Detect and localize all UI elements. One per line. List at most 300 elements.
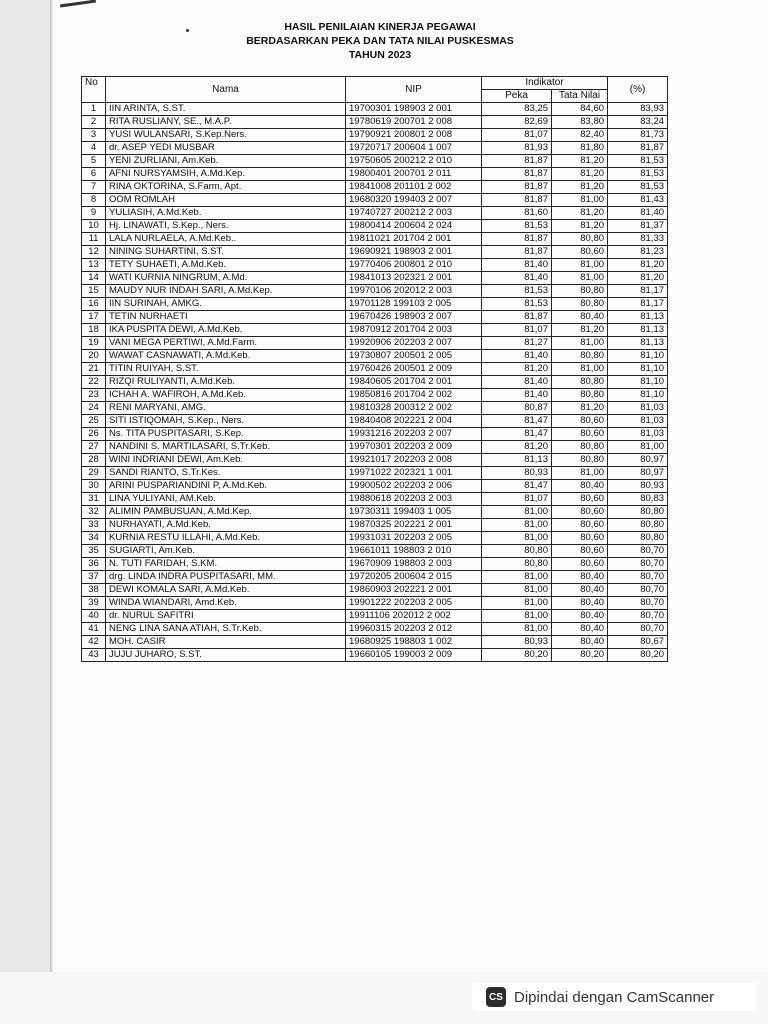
cell-peka: 80,93 <box>482 636 552 649</box>
cell-no: 27 <box>82 441 106 454</box>
table-row <box>82 389 668 402</box>
cell-no: 4 <box>82 142 106 155</box>
cell-tata-nilai: 80,80 <box>552 389 608 402</box>
cell-persen: 80,97 <box>608 467 668 480</box>
table-row <box>82 519 668 532</box>
cell-nip: 19660105 199003 2 009 <box>346 649 482 662</box>
table-row <box>82 376 668 389</box>
table-row <box>82 584 668 597</box>
cell-no: 23 <box>82 389 106 402</box>
cell-tata-nilai: 80,80 <box>552 376 608 389</box>
cell-nama: NINING SUHARTINI, S.ST. <box>106 246 346 259</box>
cell-persen: 80,70 <box>608 571 668 584</box>
cell-persen: 81,10 <box>608 376 668 389</box>
cell-tata-nilai: 81,80 <box>552 142 608 155</box>
cell-peka: 81,00 <box>482 532 552 545</box>
page-edge-shadow <box>50 0 53 972</box>
cell-peka: 80,80 <box>482 558 552 571</box>
table-row <box>82 181 668 194</box>
cell-nip: 19931216 202203 2 007 <box>346 428 482 441</box>
cell-nama: NENG LINA SANA ATIAH, S.Tr.Keb. <box>106 623 346 636</box>
table-row <box>82 623 668 636</box>
cell-no: 2 <box>82 116 106 129</box>
cell-peka: 81,13 <box>482 454 552 467</box>
col-header-peka: Peka <box>482 90 552 103</box>
cell-nip: 19670426 198903 2 007 <box>346 311 482 324</box>
cell-nama: NANDINI S. MARTILASARI, S.Tr.Keb. <box>106 441 346 454</box>
cell-no: 20 <box>82 350 106 363</box>
table-row <box>82 532 668 545</box>
cell-tata-nilai: 80,40 <box>552 597 608 610</box>
table-row <box>82 129 668 142</box>
cell-persen: 80,67 <box>608 636 668 649</box>
table-row <box>82 246 668 259</box>
cell-no: 40 <box>82 610 106 623</box>
cell-nama: RITA RUSLIANY, SE., M.A.P. <box>106 116 346 129</box>
cell-no: 3 <box>82 129 106 142</box>
cell-no: 17 <box>82 311 106 324</box>
cell-nama: SUGIARTI, Am.Keb. <box>106 545 346 558</box>
cell-tata-nilai: 81,20 <box>552 207 608 220</box>
cell-nip: 19661011 198803 2 010 <box>346 545 482 558</box>
table-row <box>82 571 668 584</box>
cell-tata-nilai: 80,40 <box>552 311 608 324</box>
cell-nip: 19880618 202203 2 003 <box>346 493 482 506</box>
cell-tata-nilai: 80,80 <box>552 441 608 454</box>
table-row <box>82 545 668 558</box>
cell-nip: 19920906 202203 2 007 <box>346 337 482 350</box>
cell-peka: 81,47 <box>482 480 552 493</box>
cell-peka: 82,69 <box>482 116 552 129</box>
table-row <box>82 155 668 168</box>
cell-nama: MOH. CASIR <box>106 636 346 649</box>
table-row <box>82 467 668 480</box>
cell-nama: OOM ROMLAH <box>106 194 346 207</box>
cell-tata-nilai: 80,60 <box>552 545 608 558</box>
cell-nama: SITI ISTIQOMAH, S.Kep., Ners. <box>106 415 346 428</box>
table-row <box>82 597 668 610</box>
cell-persen: 81,53 <box>608 181 668 194</box>
cell-nama: TETY SUHAETI, A.Md.Keb. <box>106 259 346 272</box>
table-row <box>82 454 668 467</box>
cell-peka: 80,20 <box>482 649 552 662</box>
cell-nip: 19780619 200701 2 008 <box>346 116 482 129</box>
cell-nip: 19750605 200212 2 010 <box>346 155 482 168</box>
table-row <box>82 636 668 649</box>
cell-persen: 80,70 <box>608 597 668 610</box>
cell-tata-nilai: 81,20 <box>552 324 608 337</box>
table-body <box>82 103 668 662</box>
cell-no: 36 <box>82 558 106 571</box>
cell-peka: 81,87 <box>482 194 552 207</box>
cell-tata-nilai: 83,80 <box>552 116 608 129</box>
cell-tata-nilai: 81,00 <box>552 467 608 480</box>
cell-no: 29 <box>82 467 106 480</box>
cell-nip: 19841008 201101 2 002 <box>346 181 482 194</box>
cell-persen: 81,03 <box>608 402 668 415</box>
cell-tata-nilai: 80,60 <box>552 532 608 545</box>
cell-nama: WINI INDRIANI DEWI, Am.Keb. <box>106 454 346 467</box>
table-row <box>82 441 668 454</box>
cell-nip: 19690921 198903 2 001 <box>346 246 482 259</box>
cell-nama: Ns. TITA PUSPITASARI, S.Kep. <box>106 428 346 441</box>
cell-tata-nilai: 80,60 <box>552 519 608 532</box>
cell-persen: 81,10 <box>608 389 668 402</box>
cell-nama: MAUDY NUR INDAH SARI, A.Md.Kep. <box>106 285 346 298</box>
cell-no: 9 <box>82 207 106 220</box>
cell-peka: 81,00 <box>482 519 552 532</box>
cell-tata-nilai: 80,40 <box>552 623 608 636</box>
cell-peka: 81,07 <box>482 324 552 337</box>
cell-peka: 81,00 <box>482 571 552 584</box>
cell-nip: 19770406 200801 2 010 <box>346 259 482 272</box>
cell-nip: 19810328 200312 2 002 <box>346 402 482 415</box>
table-row <box>82 363 668 376</box>
cell-peka: 81,00 <box>482 584 552 597</box>
cell-peka: 81,00 <box>482 597 552 610</box>
cell-nip: 19971022 202321 1 001 <box>346 467 482 480</box>
table-row <box>82 415 668 428</box>
cell-persen: 81,87 <box>608 142 668 155</box>
cell-nama: RIZQI RULIYANTI, A.Md.Keb. <box>106 376 346 389</box>
cell-nip: 19670909 198803 2 003 <box>346 558 482 571</box>
document-header <box>150 20 610 62</box>
table-row <box>82 272 668 285</box>
cell-peka: 81,27 <box>482 337 552 350</box>
cell-peka: 80,80 <box>482 545 552 558</box>
table-row <box>82 610 668 623</box>
cell-tata-nilai: 81,20 <box>552 155 608 168</box>
cell-persen: 81,37 <box>608 220 668 233</box>
cell-peka: 81,87 <box>482 246 552 259</box>
cell-nip: 19811021 201704 2 001 <box>346 233 482 246</box>
cell-tata-nilai: 80,80 <box>552 233 608 246</box>
cell-persen: 81,03 <box>608 415 668 428</box>
cell-nip: 19970301 202203 2 009 <box>346 441 482 454</box>
cell-no: 11 <box>82 233 106 246</box>
cell-no: 41 <box>82 623 106 636</box>
cell-nama: DEWI KOMALA SARI, A.Md.Keb. <box>106 584 346 597</box>
cell-tata-nilai: 80,60 <box>552 558 608 571</box>
cell-nama: dr. ASEP YEDI MUSBAR <box>106 142 346 155</box>
cell-peka: 81,07 <box>482 493 552 506</box>
cell-persen: 80,20 <box>608 649 668 662</box>
cell-peka: 81,53 <box>482 220 552 233</box>
cell-persen: 81,13 <box>608 324 668 337</box>
cell-nama: ARINI PUSPARIANDINI P, A.Md.Keb. <box>106 480 346 493</box>
table-row <box>82 428 668 441</box>
cell-persen: 80,70 <box>608 558 668 571</box>
cell-nip: 19900502 202203 2 006 <box>346 480 482 493</box>
col-header-no: No <box>82 77 106 103</box>
cell-persen: 80,97 <box>608 454 668 467</box>
cell-persen: 80,70 <box>608 545 668 558</box>
cell-peka: 81,07 <box>482 129 552 142</box>
cell-peka: 81,87 <box>482 311 552 324</box>
cell-tata-nilai: 80,80 <box>552 350 608 363</box>
cell-no: 22 <box>82 376 106 389</box>
cell-persen: 81,20 <box>608 259 668 272</box>
cell-nama: N. TUTI FARIDAH, S.KM. <box>106 558 346 571</box>
cell-nama: LALA NURLAELA, A.Md.Keb.. <box>106 233 346 246</box>
cell-nama: JUJU JUHARO, S.ST. <box>106 649 346 662</box>
header-line-3: TAHUN 2023 <box>348 49 412 61</box>
cell-nama: YENI ZURLIANI, Am.Keb. <box>106 155 346 168</box>
cell-tata-nilai: 80,60 <box>552 493 608 506</box>
cell-persen: 81,03 <box>608 428 668 441</box>
cell-nama: NURHAYATI, A.Md.Keb. <box>106 519 346 532</box>
cell-nama: KURNIA RESTU ILLAHI, A.Md.Keb. <box>106 532 346 545</box>
cell-peka: 83,25 <box>482 103 552 116</box>
cell-tata-nilai: 81,00 <box>552 363 608 376</box>
cell-peka: 81,20 <box>482 363 552 376</box>
cell-nama: IKA PUSPITA DEWI, A.Md.Keb. <box>106 324 346 337</box>
cell-persen: 81,53 <box>608 155 668 168</box>
cell-no: 32 <box>82 506 106 519</box>
cell-nip: 19850816 201704 2 002 <box>346 389 482 402</box>
cell-nip: 19840605 201704 2 001 <box>346 376 482 389</box>
cell-peka: 81,60 <box>482 207 552 220</box>
table-row <box>82 103 668 116</box>
cell-peka: 81,87 <box>482 168 552 181</box>
cell-nip: 19960315 202203 2 012 <box>346 623 482 636</box>
cell-no: 34 <box>82 532 106 545</box>
cell-no: 42 <box>82 636 106 649</box>
col-header-indikator: Indikator <box>482 77 608 90</box>
cell-persen: 81,13 <box>608 311 668 324</box>
cell-nama: IIN SURINAH, AMKG. <box>106 298 346 311</box>
cell-no: 43 <box>82 649 106 662</box>
cell-nip: 19800401 200701 2 011 <box>346 168 482 181</box>
cell-nip: 19730807 200501 2 005 <box>346 350 482 363</box>
col-header-persen: (%) <box>608 77 668 103</box>
table-row <box>82 142 668 155</box>
cell-tata-nilai: 80,40 <box>552 571 608 584</box>
cell-nip: 19931031 202203 2 005 <box>346 532 482 545</box>
cell-peka: 81,40 <box>482 389 552 402</box>
cell-nip: 19840408 202221 2 004 <box>346 415 482 428</box>
cell-persen: 81,43 <box>608 194 668 207</box>
cell-no: 37 <box>82 571 106 584</box>
cell-nama: ICHAH A. WAFIROH, A.Md.Keb. <box>106 389 346 402</box>
cell-persen: 81,17 <box>608 285 668 298</box>
table-row <box>82 506 668 519</box>
table-row <box>82 493 668 506</box>
table-row <box>82 649 668 662</box>
cell-persen: 80,93 <box>608 480 668 493</box>
cell-nama: WAWAT CASNAWATI, A.Md.Keb. <box>106 350 346 363</box>
cell-persen: 80,83 <box>608 493 668 506</box>
cell-nama: VANI MEGA PERTIWI, A.Md.Farm. <box>106 337 346 350</box>
cell-nip: 19700301 198903 2 001 <box>346 103 482 116</box>
cell-no: 5 <box>82 155 106 168</box>
cell-tata-nilai: 80,20 <box>552 649 608 662</box>
cell-persen: 80,80 <box>608 532 668 545</box>
table-row <box>82 285 668 298</box>
cell-nip: 19921017 202203 2 008 <box>346 454 482 467</box>
cell-peka: 81,40 <box>482 376 552 389</box>
camscanner-badge <box>472 983 756 1011</box>
cell-peka: 81,00 <box>482 623 552 636</box>
cell-tata-nilai: 81,20 <box>552 168 608 181</box>
cell-peka: 81,00 <box>482 506 552 519</box>
cell-persen: 80,70 <box>608 610 668 623</box>
cell-no: 31 <box>82 493 106 506</box>
cell-nama: IIN ARINTA, S.ST. <box>106 103 346 116</box>
cell-peka: 81,87 <box>482 181 552 194</box>
cell-tata-nilai: 81,00 <box>552 194 608 207</box>
cell-nama: LINA YULIYANI, AM.Keb. <box>106 493 346 506</box>
cell-peka: 81,87 <box>482 233 552 246</box>
cell-nip: 19730311 199403 1 005 <box>346 506 482 519</box>
table-row <box>82 194 668 207</box>
cell-no: 26 <box>82 428 106 441</box>
cell-nip: 19870912 201704 2 003 <box>346 324 482 337</box>
cell-nama: dr. NURUL SAFITRI <box>106 610 346 623</box>
cell-tata-nilai: 84,60 <box>552 103 608 116</box>
header-line-2: BERDASARKAN PEKA DAN TATA NILAI PUSKESMAS <box>246 35 514 47</box>
cell-nip: 19740727 200212 2 003 <box>346 207 482 220</box>
cell-persen: 80,80 <box>608 519 668 532</box>
cell-tata-nilai: 80,40 <box>552 610 608 623</box>
header-line-1: HASIL PENILAIAN KINERJA PEGAWAI <box>284 21 476 33</box>
cell-tata-nilai: 80,40 <box>552 480 608 493</box>
cell-peka: 81,87 <box>482 155 552 168</box>
table-row <box>82 324 668 337</box>
table-row <box>82 298 668 311</box>
cell-no: 15 <box>82 285 106 298</box>
table-row <box>82 116 668 129</box>
cell-tata-nilai: 81,20 <box>552 402 608 415</box>
cell-no: 24 <box>82 402 106 415</box>
cell-tata-nilai: 81,00 <box>552 259 608 272</box>
cell-persen: 80,80 <box>608 506 668 519</box>
table-row <box>82 337 668 350</box>
cell-nama: Hj. LINAWATI, S.Kep., Ners. <box>106 220 346 233</box>
cell-nama: YULIASIH, A.Md.Keb. <box>106 207 346 220</box>
cell-persen: 81,00 <box>608 441 668 454</box>
cell-nama: TITIN RUIYAH, S.ST. <box>106 363 346 376</box>
table-row <box>82 168 668 181</box>
cell-persen: 81,53 <box>608 168 668 181</box>
cell-nama: drg. LINDA INDRA PUSPITASARI, MM. <box>106 571 346 584</box>
cell-nip: 19790921 200801 2 008 <box>346 129 482 142</box>
cell-no: 35 <box>82 545 106 558</box>
cell-nip: 19720717 200604 1 007 <box>346 142 482 155</box>
cell-nip: 19870325 202221 2 001 <box>346 519 482 532</box>
cell-peka: 81,47 <box>482 428 552 441</box>
cell-nip: 19701128 199103 2 005 <box>346 298 482 311</box>
cell-no: 33 <box>82 519 106 532</box>
table-row <box>82 402 668 415</box>
cell-no: 6 <box>82 168 106 181</box>
cell-peka: 81,00 <box>482 610 552 623</box>
cell-peka: 81,40 <box>482 272 552 285</box>
cell-nama: WINDA WIANDARI, Amd.Keb. <box>106 597 346 610</box>
cell-persen: 83,24 <box>608 116 668 129</box>
cell-tata-nilai: 81,00 <box>552 337 608 350</box>
cell-tata-nilai: 80,60 <box>552 246 608 259</box>
table-row <box>82 480 668 493</box>
cell-persen: 81,17 <box>608 298 668 311</box>
cell-persen: 81,10 <box>608 350 668 363</box>
cell-persen: 81,13 <box>608 337 668 350</box>
cell-tata-nilai: 80,40 <box>552 584 608 597</box>
cell-tata-nilai: 82,40 <box>552 129 608 142</box>
cell-nip: 19970106 202012 2 003 <box>346 285 482 298</box>
cell-no: 18 <box>82 324 106 337</box>
cell-no: 13 <box>82 259 106 272</box>
cell-no: 12 <box>82 246 106 259</box>
cell-tata-nilai: 80,80 <box>552 298 608 311</box>
cell-no: 19 <box>82 337 106 350</box>
cell-no: 1 <box>82 103 106 116</box>
cell-no: 28 <box>82 454 106 467</box>
table-row <box>82 220 668 233</box>
cell-peka: 81,53 <box>482 298 552 311</box>
cell-nama: RENI MARYANI, AMG. <box>106 402 346 415</box>
cell-no: 7 <box>82 181 106 194</box>
cell-no: 25 <box>82 415 106 428</box>
cell-nama: AFNI NURSYAMSIH, A.Md.Kep. <box>106 168 346 181</box>
table-row <box>82 259 668 272</box>
cell-nama: RINA OKTORINA, S.Farm, Apt. <box>106 181 346 194</box>
cell-no: 39 <box>82 597 106 610</box>
cell-peka: 81,40 <box>482 259 552 272</box>
cell-no: 14 <box>82 272 106 285</box>
col-header-tata-nilai: Tata Nilai <box>552 90 608 103</box>
camscanner-text: Dipindai dengan CamScanner <box>514 988 715 1006</box>
cell-persen: 81,23 <box>608 246 668 259</box>
cell-persen: 80,70 <box>608 623 668 636</box>
cell-persen: 81,73 <box>608 129 668 142</box>
cell-persen: 83,93 <box>608 103 668 116</box>
cell-nip: 19901222 202203 2 005 <box>346 597 482 610</box>
cell-peka: 80,93 <box>482 467 552 480</box>
cell-tata-nilai: 80,80 <box>552 454 608 467</box>
cell-nip: 19860903 202221 2 001 <box>346 584 482 597</box>
cell-tata-nilai: 80,60 <box>552 415 608 428</box>
cell-nip: 19720205 200604 2 015 <box>346 571 482 584</box>
cell-nama: YUSI WULANSARI, S.Kep.Ners. <box>106 129 346 142</box>
col-header-nip: NIP <box>346 77 482 103</box>
cell-tata-nilai: 81,20 <box>552 220 608 233</box>
cell-peka: 81,93 <box>482 142 552 155</box>
cell-no: 8 <box>82 194 106 207</box>
table-row <box>82 233 668 246</box>
cell-peka: 81,47 <box>482 415 552 428</box>
cell-no: 38 <box>82 584 106 597</box>
table-row <box>82 207 668 220</box>
cell-tata-nilai: 80,60 <box>552 506 608 519</box>
cell-peka: 81,20 <box>482 441 552 454</box>
cell-tata-nilai: 81,20 <box>552 181 608 194</box>
cell-peka: 81,53 <box>482 285 552 298</box>
table-row <box>82 558 668 571</box>
cell-persen: 81,10 <box>608 363 668 376</box>
cell-nip: 19760426 200501 2 009 <box>346 363 482 376</box>
cell-nip: 19680925 198803 1 002 <box>346 636 482 649</box>
cell-nip: 19800414 200604 2 024 <box>346 220 482 233</box>
table-row <box>82 311 668 324</box>
cell-nama: TETIN NURHAETI <box>106 311 346 324</box>
cell-persen: 81,40 <box>608 207 668 220</box>
cell-nip: 19841013 202321 2 001 <box>346 272 482 285</box>
camscanner-icon: CS <box>486 987 506 1007</box>
cell-peka: 80,87 <box>482 402 552 415</box>
table-row <box>82 350 668 363</box>
cell-persen: 81,20 <box>608 272 668 285</box>
